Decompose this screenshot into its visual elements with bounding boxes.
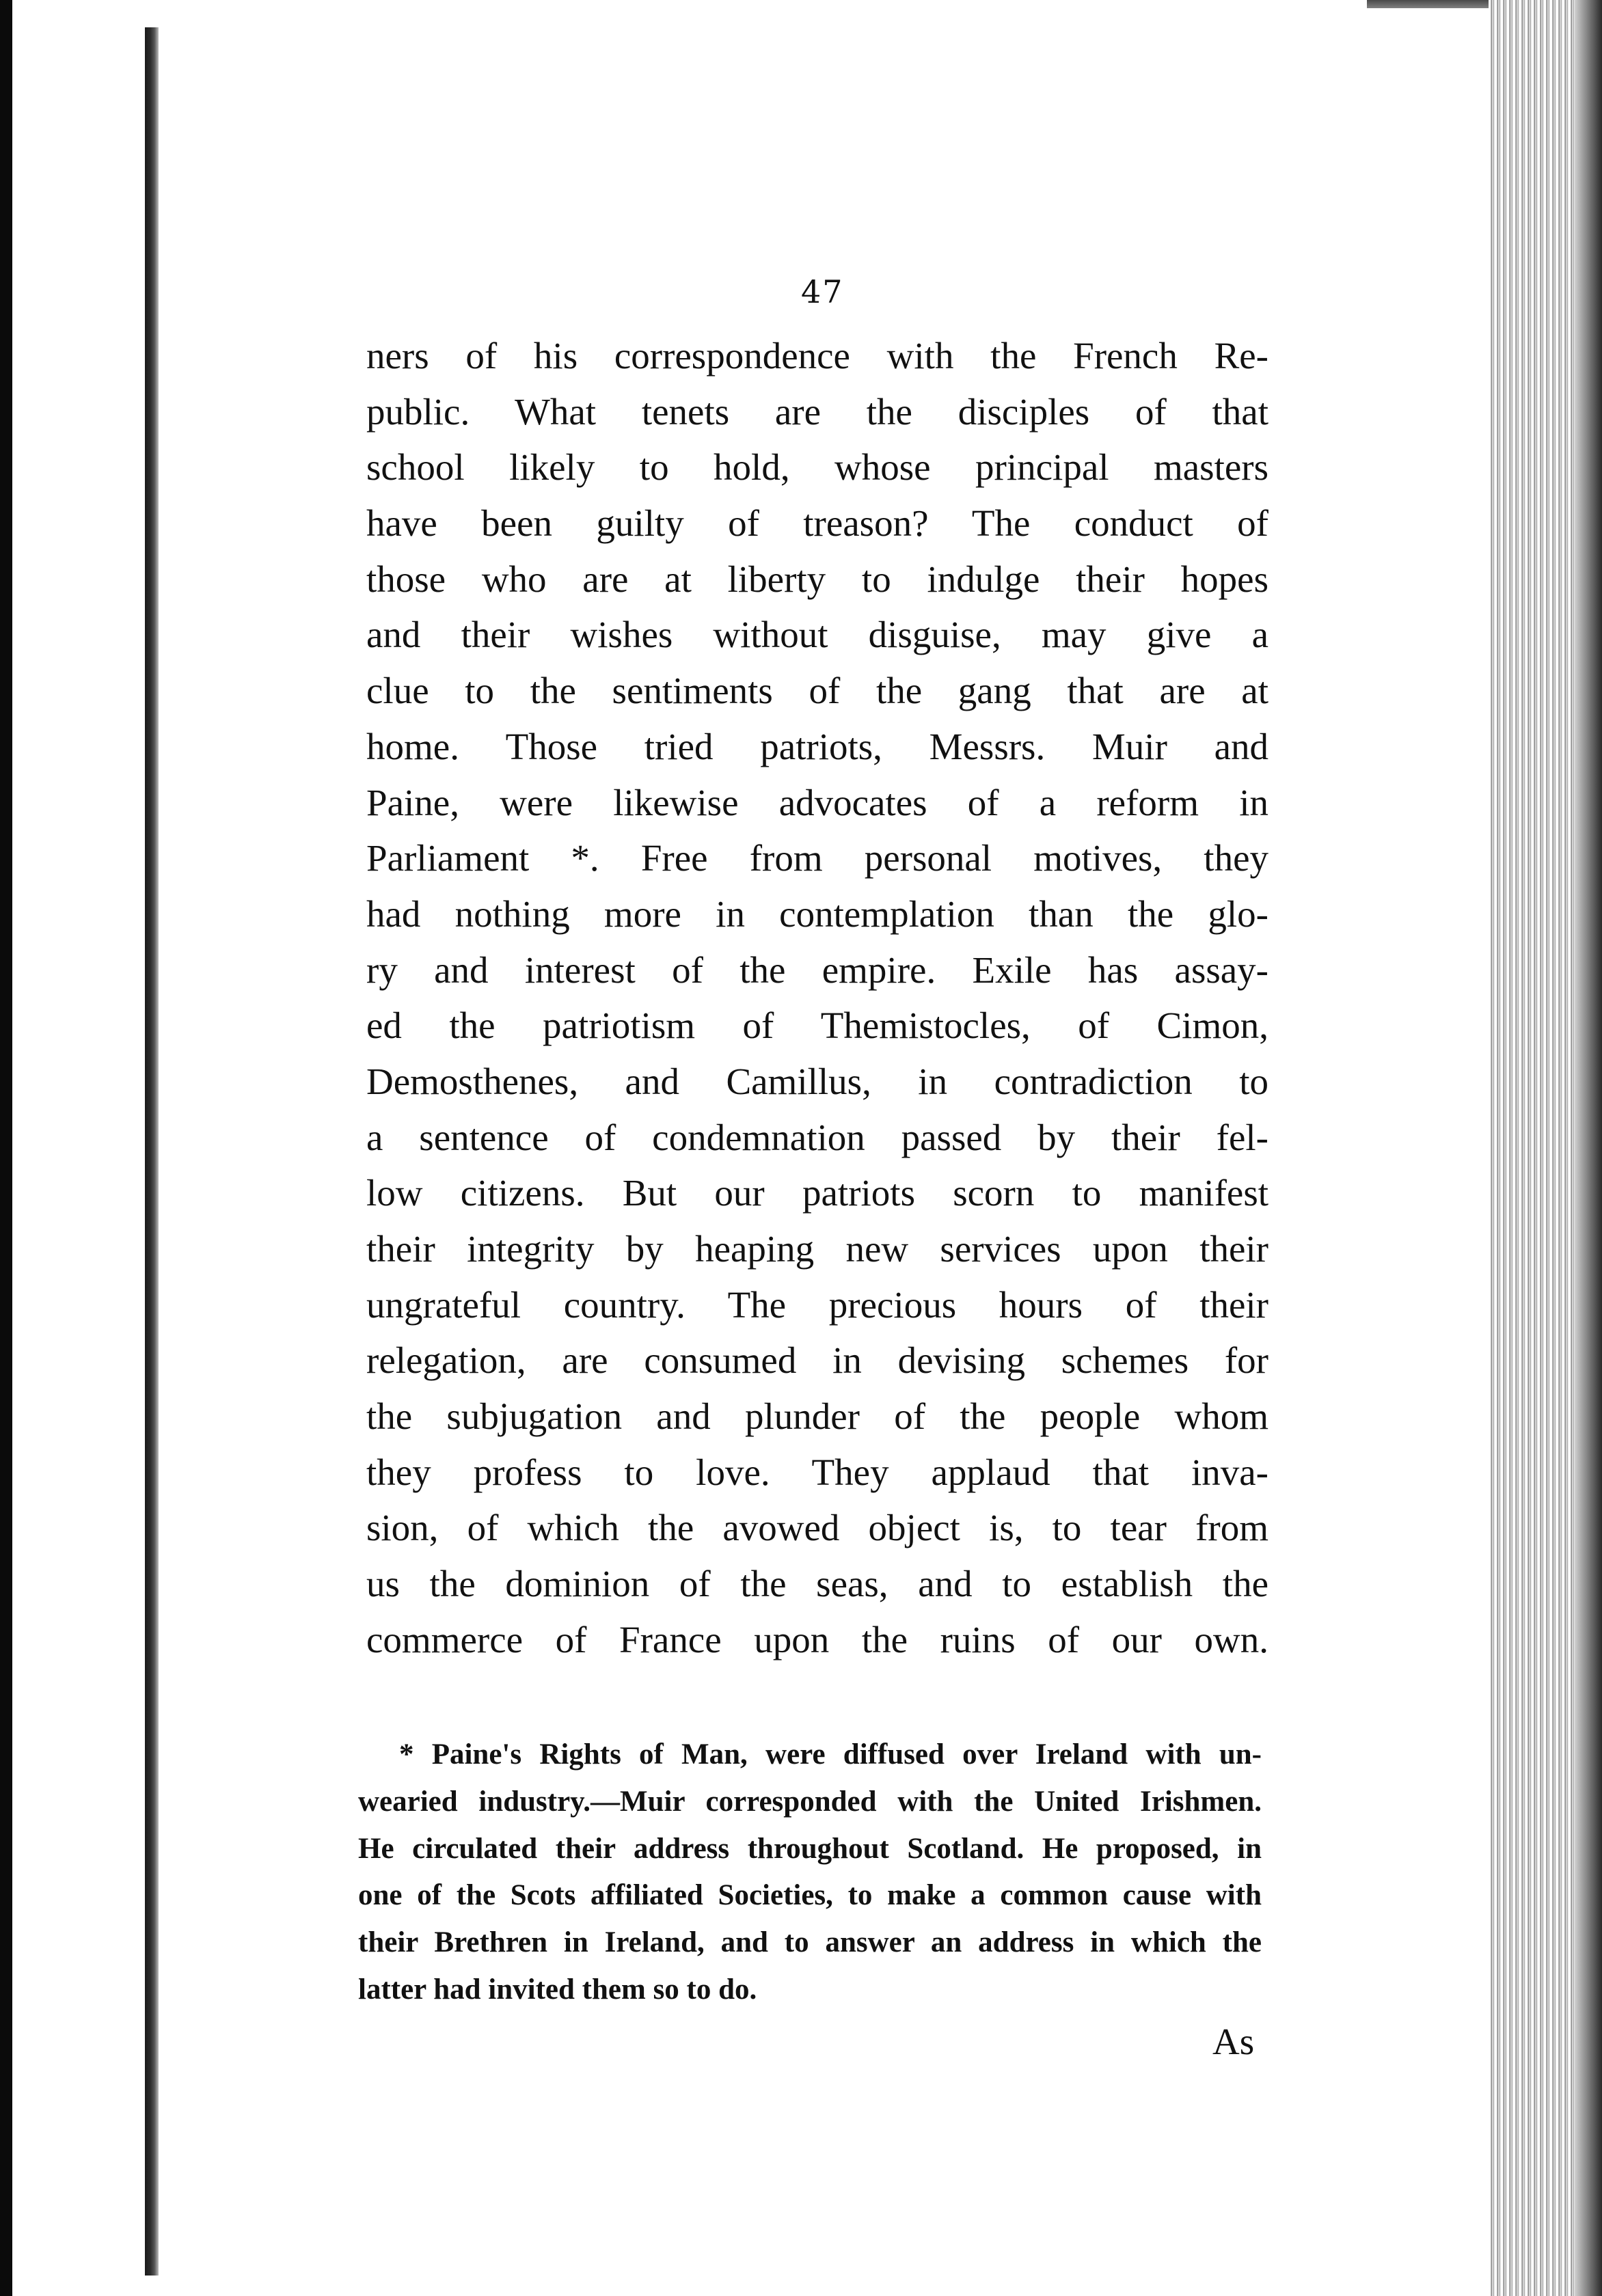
text-line: ed the patriotism of Themistocles, of Cimon, [366, 1004, 1268, 1047]
text-line: Paine, were likewise advocates of a reform in [366, 781, 1268, 823]
text-line: commerce of France upon the ruins of our own. [366, 1618, 1268, 1660]
text-line: Parliament *. Free from personal motives, they [366, 837, 1268, 879]
body-text [366, 328, 1268, 1668]
text-line: public. What tenets are the disciples of that [366, 390, 1268, 433]
text-line: relegation, are consumed in devising schemes for [366, 1339, 1268, 1382]
footnote-line: their Brethren in Ireland, and to answer an address in which the [358, 1926, 1262, 1959]
catchword: As [1212, 2021, 1255, 2062]
footnote-line: He circulated their address throughout Scotland. He proposed, in [358, 1832, 1262, 1865]
text-line: us the dominion of the seas, and to establish the [366, 1563, 1268, 1605]
text-line: have been guilty of treason? The conduct of [366, 502, 1268, 545]
footnote-line: one of the Scots affiliated Societies, to make a common cause with [358, 1879, 1262, 1912]
text-line: their integrity by heaping new services upon their [366, 1228, 1268, 1270]
text-line: low citizens. But our patriots scorn to manifest [366, 1172, 1268, 1214]
text-line: clue to the sentiments of the gang that are at [366, 670, 1268, 712]
text-line: ners of his correspondence with the French Re- [366, 335, 1268, 377]
text-line: school likely to hold, whose principal masters [366, 446, 1268, 489]
text-line: had nothing more in contemplation than the glo- [366, 892, 1268, 935]
footnote-line: wearied industry.—Muir corresponded with the United Irishmen. [358, 1785, 1262, 1818]
page-stack-edge [1489, 0, 1602, 2296]
book-gutter [145, 27, 159, 2276]
footnote [358, 1732, 1262, 2014]
text-line: and their wishes without disguise, may give a [366, 614, 1268, 656]
facing-page-fragment [12, 0, 144, 2296]
scan-border-left [0, 0, 12, 2296]
text-line: they profess to love. They applaud that inva- [366, 1451, 1268, 1493]
footnote-line: * Paine's Rights of Man, were diffused over Ireland with un- [399, 1738, 1262, 1771]
text-line: a sentence of condemnation passed by their fel- [366, 1116, 1268, 1158]
text-line: Demosthenes, and Camillus, in contradiction to [366, 1060, 1268, 1102]
text-line: home. Those tried patriots, Messrs. Muir and [366, 725, 1268, 767]
text-line: those who are at liberty to indulge their hopes [366, 558, 1268, 600]
text-line: the subjugation and plunder of the people whom [366, 1395, 1268, 1438]
text-line: ungrateful country. The precious hours of their [366, 1283, 1268, 1326]
text-line: ry and interest of the empire. Exile has assay- [366, 948, 1268, 991]
page-number: 47 [801, 273, 844, 310]
footnote-line: latter had invited them so to do. [358, 1973, 757, 2006]
text-line: sion, of which the avowed object is, to tear from [366, 1507, 1268, 1549]
